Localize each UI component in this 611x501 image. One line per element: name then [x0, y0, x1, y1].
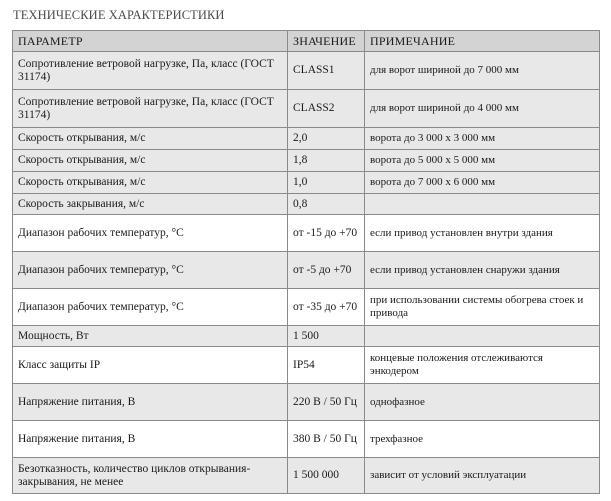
cell-value: 1,0 [288, 172, 365, 194]
cell-value: от -15 до +70 [288, 215, 365, 252]
table-header-row [13, 31, 600, 52]
cell-note: ворота до 5 000 х 5 000 мм [365, 150, 600, 172]
page-title: ТЕХНИЧЕСКИЕ ХАРАКТЕРИСТИКИ [13, 8, 225, 22]
cell-note: при использовании системы обогрева стоек и привода [365, 289, 600, 326]
column-header-value: ЗНАЧЕНИЕ [288, 31, 365, 52]
table-row [13, 458, 600, 494]
cell-value: 1 500 000 [288, 458, 365, 494]
cell-note [365, 194, 600, 215]
cell-parameter: Сопротивление ветровой нагрузке, Па, класс (ГОСТ 31174) [13, 90, 288, 128]
cell-value: 380 В / 50 Гц [288, 421, 365, 458]
column-header-parameter: ПАРАМЕТР [13, 31, 288, 52]
cell-parameter: Скорость закрывания, м/с [13, 194, 288, 215]
cell-note [365, 326, 600, 347]
cell-value: CLASS1 [288, 52, 365, 90]
cell-parameter: Безотказность, количество циклов открывания-закрывания, не менее [13, 458, 288, 494]
cell-parameter: Класс защиты IP [13, 347, 288, 384]
cell-parameter: Скорость открывания, м/с [13, 172, 288, 194]
cell-value: от -35 до +70 [288, 289, 365, 326]
cell-parameter: Сопротивление ветровой нагрузке, Па, класс (ГОСТ 31174) [13, 52, 288, 90]
table-row [13, 90, 600, 128]
cell-parameter: Напряжение питания, В [13, 384, 288, 421]
cell-parameter: Скорость открывания, м/с [13, 150, 288, 172]
table-row [13, 128, 600, 150]
table-row [13, 194, 600, 215]
cell-note: если привод установлен снаружи здания [365, 252, 600, 289]
cell-parameter: Мощность, Вт [13, 326, 288, 347]
cell-value: 1 500 [288, 326, 365, 347]
table-row [13, 172, 600, 194]
table-row [13, 289, 600, 326]
table-row [13, 150, 600, 172]
cell-value: 220 В / 50 Гц [288, 384, 365, 421]
cell-parameter: Напряжение питания, В [13, 421, 288, 458]
table-row [13, 215, 600, 252]
cell-note: ворота до 3 000 х 3 000 мм [365, 128, 600, 150]
cell-value: 0,8 [288, 194, 365, 215]
cell-note: концевые положения отслеживаются энкодером [365, 347, 600, 384]
cell-parameter: Диапазон рабочих температур, °С [13, 252, 288, 289]
cell-parameter: Диапазон рабочих температур, °С [13, 289, 288, 326]
cell-value: IP54 [288, 347, 365, 384]
table-row [13, 347, 600, 384]
cell-note: зависит от условий эксплуатации [365, 458, 600, 494]
cell-value: CLASS2 [288, 90, 365, 128]
specifications-table [12, 30, 600, 494]
table-row [13, 421, 600, 458]
cell-note: для ворот шириной до 4 000 мм [365, 90, 600, 128]
cell-value: от -5 до +70 [288, 252, 365, 289]
cell-value: 2,0 [288, 128, 365, 150]
cell-parameter: Диапазон рабочих температур, °С [13, 215, 288, 252]
column-header-note: ПРИМЕЧАНИЕ [365, 31, 600, 52]
cell-note: для ворот шириной до 7 000 мм [365, 52, 600, 90]
cell-note: ворота до 7 000 х 6 000 мм [365, 172, 600, 194]
table-row [13, 52, 600, 90]
cell-value: 1,8 [288, 150, 365, 172]
table-row [13, 252, 600, 289]
cell-note: трехфазное [365, 421, 600, 458]
table-row [13, 384, 600, 421]
cell-note: если привод установлен внутри здания [365, 215, 600, 252]
cell-note: однофазное [365, 384, 600, 421]
cell-parameter: Скорость открывания, м/с [13, 128, 288, 150]
table-row [13, 326, 600, 347]
